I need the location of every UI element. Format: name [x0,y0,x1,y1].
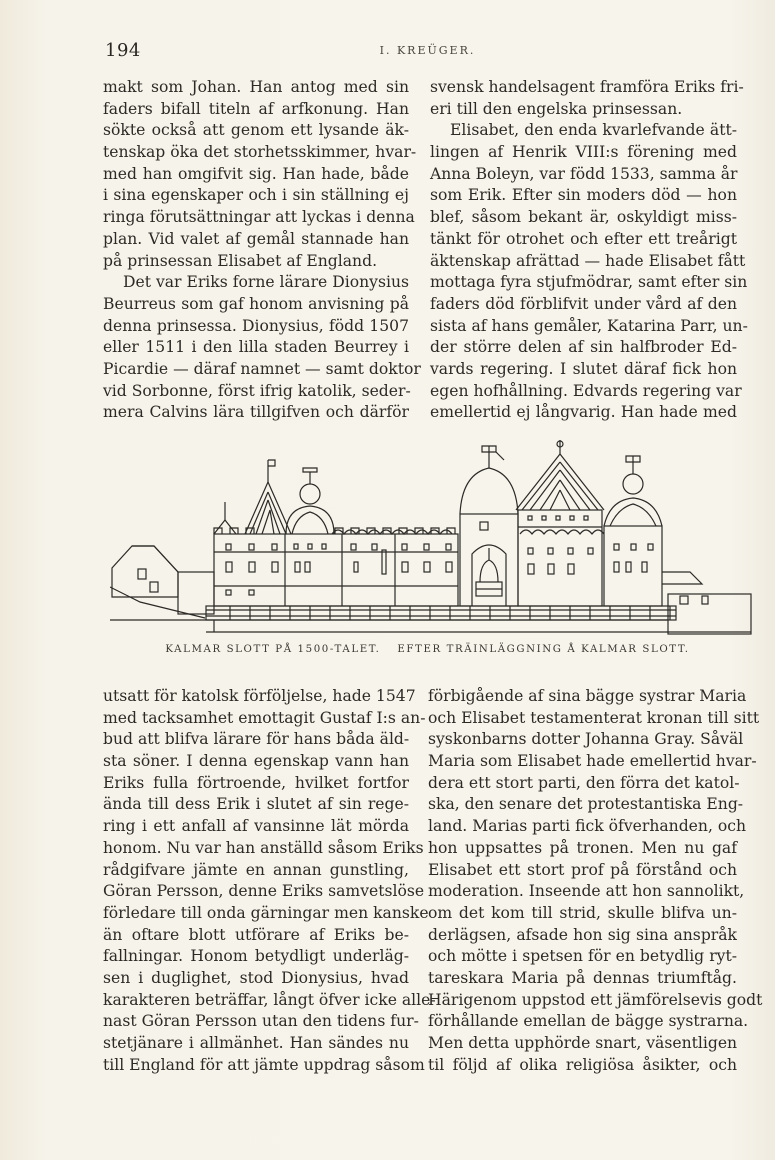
text-line: ända till dess Erik i slutet af sin rege- [103,795,409,814]
caption-source: EFTER TRÄINLÄGGNING Å KALMAR SLOTT. [397,644,690,655]
text-line: syskonbarns dotter Johanna Gray. Såväl [428,730,744,749]
text-line: ring i ett anfall af vansinne lät mörda [103,817,409,836]
page-header [105,40,750,64]
text-line: ringa förutsättningar att lyckas i denna [103,208,415,227]
text-line: mera Calvins lära tillgifven och därför [103,403,409,422]
text-line: Picardie — däraf namnet — samt doktor [103,359,421,378]
text-line: lingen af Henrik VIII:s förening med [430,143,737,162]
text-line: som Erik. Efter sin moders död — hon [430,186,737,205]
text-column-bottom-right [428,686,763,1076]
text-line: och Elisabet testamenterat kronan till sitt [428,708,760,727]
text-line: stetjänare i allmänhet. Han sändes nu [103,1034,409,1052]
text-line: Elisabet ett stort prof på förstånd och [428,860,737,879]
text-line: eller 1511 i den lilla staden Beurrey i [103,338,409,357]
figure-caption [105,644,750,655]
text-line: äktenskap afrättad — hade Elisabet fått [430,251,746,270]
text-column-top-right [430,77,748,424]
caption-title: KALMAR SLOTT PÅ 1500-TALET. [165,644,381,655]
text-line: mottaga fyra stjufmödrar, samt efter sin [430,273,748,292]
text-line: på prinsessan Elisabet af England. [103,251,378,270]
text-line: till England för att jämte uppdrag såsom [103,1055,425,1074]
text-line: svensk handelsagent framföra Eriks fri- [430,78,744,96]
page-number: 194 [105,40,141,61]
text-line: fallningar. Honom betydligt underläg- [103,947,409,966]
text-line: Eriks fulla förtroende, hvilket fortfor [103,773,409,792]
text-line: Härigenom uppstod ett jämförelsevis godt [428,990,763,1009]
text-line: med han omgifvit sig. Han hade, både [103,164,409,183]
text-line: Elisabet, den enda kvarlefvande ätt- [450,121,737,140]
text-line: ska, den senare det protestantiska Eng- [428,795,744,814]
text-line: och mötte i spetsen för en betydlig ryt- [428,947,737,966]
text-line: Göran Persson, denne Eriks samvetslöse [103,882,425,901]
text-line: honom. Nu var han anställd såsom Eriks [103,838,424,857]
text-line: förhållande emellan de bägge systrarna. [428,1012,749,1031]
text-line: der större delen af sin halfbroder Ed- [430,338,737,357]
text-line: tänkt för otrohet och efter ett treårigt [430,229,737,248]
text-line: eri till den engelska prinsessan. [430,99,683,118]
text-line: Det var Eriks forne lärare Dionysius [123,273,409,292]
running-head: I. KREÜGER. [379,44,476,57]
text-line: vid Sorbonne, först ifrig katolik, seder- [103,381,411,400]
text-line: plan. Vid valet af gemål stannade han [103,229,409,248]
text-line: än oftare blott utförare af Eriks be- [103,925,409,944]
text-line: emellertid ej långvarig. Han hade med [430,403,737,422]
text-line: med tacksamhet emottagit Gustaf I:s an- [103,708,426,727]
text-line: makt som Johan. Han antog med sin [103,78,409,96]
text-line: sta söner. I denna egenskap vann han [103,752,409,771]
text-line: om det kom till strid, skulle blifva un- [428,903,737,922]
text-line: sista af hans gemåler, Katarina Parr, un- [430,316,748,335]
text-line: Beurreus som gaf honom anvisning på [103,294,409,313]
text-line: förledare till onda gärningar men kanske [103,903,429,922]
text-line: Anna Boleyn, var född 1533, samma år [430,164,738,183]
text-line: bud att blifva lärare för hans båda äld- [103,730,410,749]
text-line: faders död förblifvit under vård af den [430,294,737,313]
text-line: rådgifvare jämte en annan gunstling, [103,860,409,879]
text-line: förbigående af sina bägge systrar Maria [428,687,747,705]
text-line: sen i duglighet, stod Dionysius, hvad [103,968,409,987]
text-line: dera ett stort parti, den förra det katol- [428,773,740,792]
text-column-bottom-left [103,686,436,1076]
text-column-top-left [103,77,421,424]
text-line: Men detta upphörde snart, väsentligen [428,1034,738,1052]
text-line: utsatt för katolsk förföljelse, hade 1547 [103,687,416,705]
text-line: vards regering. I slutet däraf fick hon [430,359,737,378]
text-line: tareskara Maria på dennas triumftåg. [428,968,737,987]
text-line: blef, såsom bekant är, oskyldigt miss- [430,208,737,227]
text-line: nast Göran Persson utan den tidens fur- [103,1012,419,1031]
text-line: hon uppsattes på tronen. Men nu gaf [428,838,737,857]
text-line: sökte också att genom ett lysande äk- [103,121,409,140]
text-line: moderation. Inseende att hon sannolikt, [428,882,745,901]
text-line: karakteren beträffar, långt öfver icke alle- [103,990,436,1009]
castle-illustration [110,432,755,637]
text-line: faders bifall titeln af arfkonung. Han [103,99,409,118]
text-line: til följd af olika religiösa åsikter, och [428,1055,737,1074]
text-line: land. Marias parti fick öfverhanden, och [428,817,747,836]
text-line: derlägsen, afsade hon sig sina anspråk [428,925,737,944]
text-line: Maria som Elisabet hade emellertid hvar- [428,752,757,771]
text-line: egen hofhållning. Edvards regering var [430,381,742,400]
text-line: denna prinsessa. Dionysius, född 1507 [103,316,409,335]
text-line: i sina egenskaper och i sin ställning ej [103,186,409,205]
text-line: tenskap öka det storhetsskimmer, hvar- [103,143,417,162]
